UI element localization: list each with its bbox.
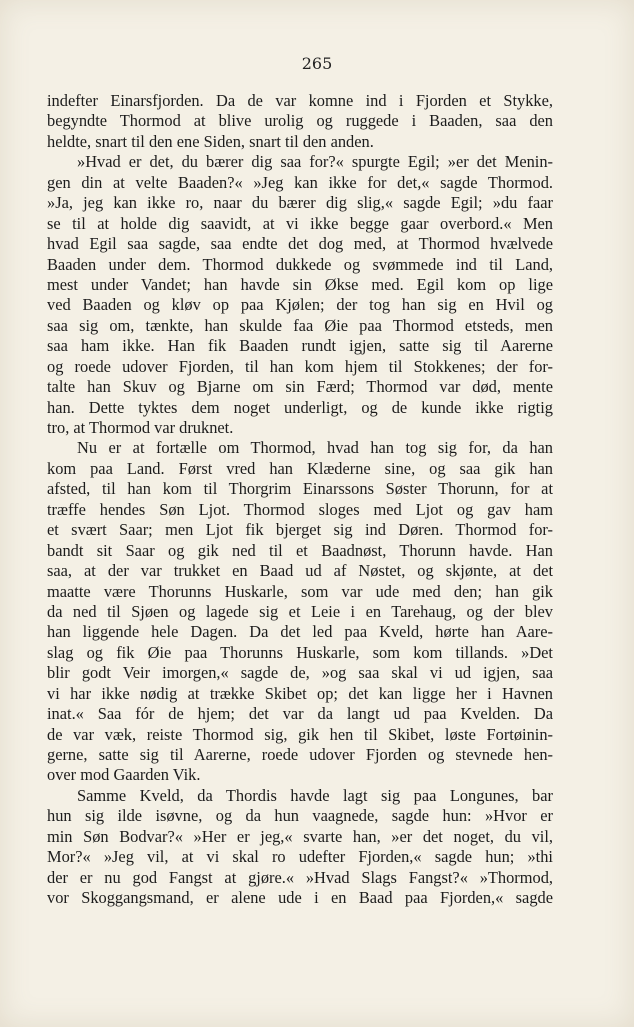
- text-line: Samme Kveld, da Thordis havde lagt sig paa Longunes, bar: [77, 785, 553, 805]
- text-line: han liggende hele Dagen. Da det led paa Kveld, hørte han Aare-: [47, 622, 553, 642]
- paragraph: [47, 438, 553, 785]
- text-line: et svært Saar; men Ljot fik bjerget sig ind Døren. Thormod for-: [47, 520, 553, 540]
- text-line: da ned til Sjøen og lagede sig et Leie i en Tarehaug, og der blev: [47, 601, 553, 621]
- text-line: Nu er at fortælle om Thormod, hvad han tog sig for, da han: [77, 438, 553, 458]
- text-line: gerne, satte sig til Aarerne, roede udover Fjorden og stevnede hen-: [47, 745, 553, 764]
- text-line: tro, at Thormod var druknet.: [47, 418, 234, 437]
- text-line: begyndte Thormod at blive urolig og ruggede i Baaden, saa den: [47, 111, 553, 131]
- text-line: saa sig om, tænkte, han skulde faa Øie paa Thormod etsteds, men: [47, 315, 553, 335]
- paragraph: [47, 152, 553, 438]
- paragraph: [47, 786, 553, 909]
- text-line: gen din at velte Baaden?« »Jeg kan ikke for det,« sagde Thormod.: [47, 172, 553, 192]
- text-line: maatte være Thorunns Huskarle, som var ude med den; han gik: [47, 581, 553, 601]
- text-line: der er nu god Fangst at gjøre.« »Hvad Slags Fangst?« »Thormod,: [47, 867, 553, 887]
- text-line: saa, at der var trukket en Baad ud af Nøstet, og skjønte, at det: [47, 561, 553, 581]
- text-line: saa ham ikke. Han fik Baaden rundt igjen, satte sig til Aarerne: [47, 336, 553, 356]
- text-line: hun sig ilde isøvne, og da hun vaagnede, sagde hun: »Hvor er: [47, 806, 553, 826]
- text-line: bandt sit Saar og gik ned til et Baadnøst, Thorunn havde. Han: [47, 540, 553, 560]
- text-line: mest under Vandet; han havde sin Økse med. Egil kom op lige: [47, 274, 553, 294]
- text-line: afsted, til han kom til Thorgrim Einarssons Søster Thorunn, for at: [47, 479, 553, 499]
- text-line: over mod Gaarden Vik.: [47, 765, 201, 785]
- text-line: vi har ikke nødig at trække Skibet op; det kan ligge her i Havnen: [47, 683, 553, 703]
- text-line: se til at holde dig saavidt, at vi ikke begge gaar overbord.« Men: [47, 213, 553, 233]
- body-text: [47, 91, 553, 909]
- text-line: slag og fik Øie paa Thorunns Huskarle, som kom tillands. »Det: [47, 642, 553, 662]
- text-line: Mor?« »Jeg vil, at vi skal ro udefter Fjorden,« sagde hun; »thi: [47, 847, 553, 867]
- text-line: han. Dette tyktes dem noget underligt, og de kunde ikke rigtig: [47, 397, 553, 417]
- page-number: 265: [301, 54, 333, 73]
- text-line: Baaden under dem. Thormod dukkede og svømmede ind til Land,: [47, 254, 553, 274]
- paragraph: [47, 91, 553, 152]
- text-line: hvad Egil saa sagde, saa endte det dog med, at Thormod hvælvede: [47, 234, 553, 254]
- text-line: de var væk, reiste Thormod sig, gik hen til Skibet, løste Fortøinin-: [47, 724, 553, 744]
- text-line: og roede udover Fjorden, til han kom hjem til Stokkenes; der for-: [47, 356, 553, 376]
- text-line: »Hvad er det, du bærer dig saa for?« spurgte Egil; »er det Menin-: [77, 152, 553, 172]
- text-line: min Søn Bodvar?« »Her er jeg,« svarte han, »er det noget, du vil,: [47, 826, 553, 846]
- text-line: blir godt Veir imorgen,« sagde de, »og saa skal vi ud igjen, saa: [47, 663, 553, 683]
- text-line: indefter Einarsfjorden. Da de var komne ind i Fjorden et Stykke,: [47, 91, 553, 110]
- text-line: inat.« Saa fór de hjem; det var da langt ud paa Kvelden. Da: [47, 704, 553, 724]
- text-line: talte han Skuv og Bjarne om sin Færd; Thormod var død, mente: [47, 377, 553, 397]
- text-line: kom paa Land. Først vred han Klæderne sine, og saa gik han: [47, 458, 553, 478]
- text-line: træffe hendes Søn Ljot. Thormod sloges med Ljot og gav ham: [47, 499, 553, 519]
- text-line: »Ja, jeg kan ikke ro, naar du bærer dig slig,« sagde Egil; »du faar: [47, 193, 553, 213]
- text-line: vor Skoggangsmand, er alene ude i en Baad paa Fjorden,« sagde: [47, 888, 553, 908]
- text-line: ved Baaden og kløv op paa Kjølen; der tog han sig en Hvil og: [47, 295, 553, 315]
- text-line: heldte, snart til den ene Siden, snart til den anden.: [47, 131, 374, 151]
